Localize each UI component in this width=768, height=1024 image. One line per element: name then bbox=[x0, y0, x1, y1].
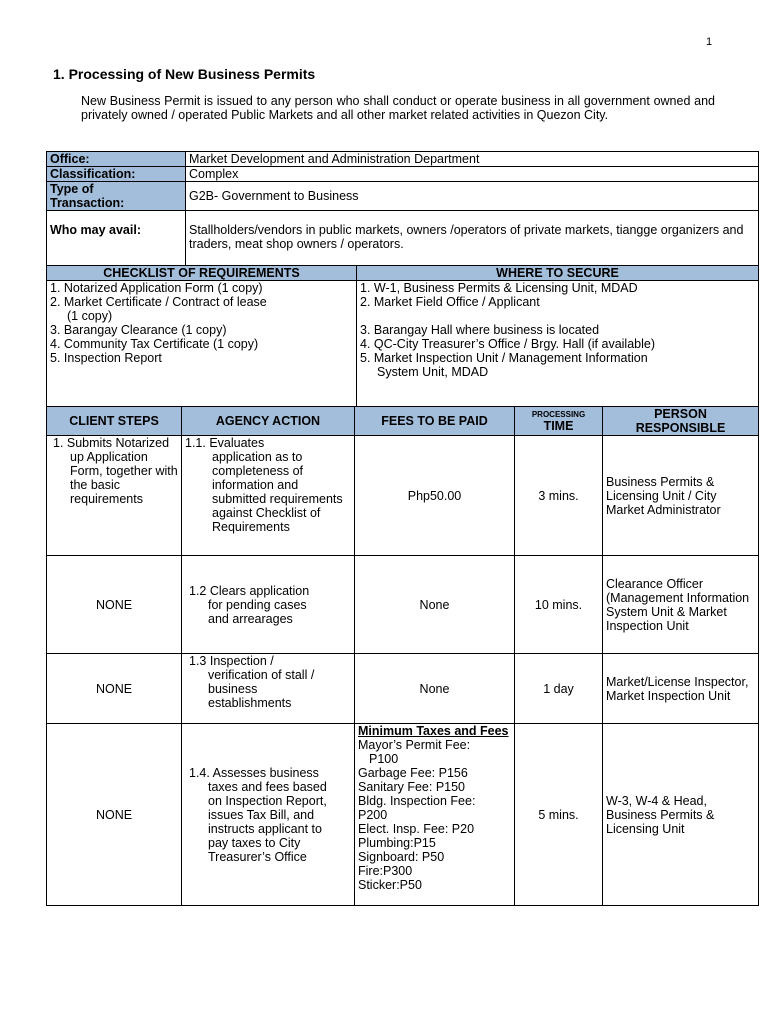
checklist-table bbox=[46, 265, 759, 408]
time-cell: 5 mins. bbox=[515, 724, 603, 906]
agency-action-text: application as to completeness of information and submitted requirements against Checklist of Requirements bbox=[212, 450, 343, 534]
source-spacer bbox=[360, 309, 755, 323]
section-title: 1. Processing of New Business Permits bbox=[53, 66, 316, 82]
office-value: Market Development and Administration Department bbox=[186, 152, 759, 167]
process-steps-table bbox=[46, 406, 759, 906]
fee-cell: None bbox=[355, 654, 515, 724]
time-cell: 1 day bbox=[515, 654, 603, 724]
fees-header: FEES TO BE PAID bbox=[355, 407, 515, 436]
requirement-item: 4. Community Tax Certificate (1 copy) bbox=[50, 337, 259, 351]
step-row bbox=[47, 654, 759, 724]
person-cell: Business Permits & Licensing Unit / City Market Administrator bbox=[603, 436, 759, 556]
office-info-table bbox=[46, 151, 759, 274]
steps-header-row bbox=[47, 407, 759, 436]
client-step-cell: NONE bbox=[47, 654, 182, 724]
fee-cell: Php50.00 bbox=[355, 436, 515, 556]
agency-action-text: for pending cases and arrearages bbox=[208, 597, 307, 626]
checklist-header: CHECKLIST OF REQUIREMENTS bbox=[47, 266, 357, 281]
checklist-header-row bbox=[47, 266, 759, 281]
step-row bbox=[47, 436, 759, 556]
page-number: 1 bbox=[706, 36, 713, 48]
requirement-item: 3. Barangay Clearance (1 copy) bbox=[50, 323, 227, 337]
agency-action-cell bbox=[182, 556, 355, 654]
agency-action-cell bbox=[182, 654, 355, 724]
checklist-body-row bbox=[47, 281, 759, 408]
minimum-fees-heading: Minimum Taxes and Fees bbox=[358, 724, 509, 738]
type-label-line-2: Transaction: bbox=[50, 196, 125, 210]
source-item: 5. Market Inspection Unit / Management Information bbox=[360, 351, 648, 365]
processing-time-header bbox=[515, 407, 603, 436]
type-value: G2B- Government to Business bbox=[186, 182, 759, 211]
classification-value: Complex bbox=[186, 167, 759, 182]
type-row bbox=[47, 182, 759, 211]
client-step-cell: NONE bbox=[47, 724, 182, 906]
requirement-item: 2. Market Certificate / Contract of lease bbox=[50, 295, 267, 309]
step-row bbox=[47, 556, 759, 654]
client-step-cell: NONE bbox=[47, 556, 182, 654]
person-cell: Clearance Officer (Management Information System Unit & Market Inspection Unit bbox=[603, 556, 759, 654]
agency-action-cell bbox=[182, 724, 355, 906]
source-item: 2. Market Field Office / Applicant bbox=[360, 295, 540, 309]
person-label: PERSON bbox=[654, 407, 707, 421]
person-responsible-header bbox=[603, 407, 759, 436]
fee-item: Signboard: P50 bbox=[358, 850, 445, 864]
step-row bbox=[47, 724, 759, 906]
fee-item: Plumbing:P15 bbox=[358, 836, 436, 850]
intro-paragraph: New Business Permit is issued to any person who shall conduct or operate business in all government owned and privately owned / operated Public Markets and all other market related activities in Quezon City. bbox=[81, 94, 715, 122]
agency-action-text: taxes and fees based on Inspection Report, issues Tax Bill, and instructs applicant to pay taxes to City Treasurer’s Office bbox=[208, 779, 327, 864]
requirement-item: (1 copy) bbox=[67, 309, 113, 323]
agency-action-lead: 1.3 Inspection / bbox=[189, 654, 274, 668]
client-step-cell bbox=[47, 436, 182, 556]
agency-action-lead: 1.1. Evaluates bbox=[185, 436, 265, 450]
processing-label: PROCESSING bbox=[531, 409, 586, 419]
fee-item: P100 bbox=[369, 752, 399, 766]
type-label bbox=[47, 182, 186, 211]
agency-action-text: verification of stall / business establishments bbox=[208, 668, 315, 710]
person-cell: Market/License Inspector, Market Inspection Unit bbox=[603, 654, 759, 724]
agency-action-lead: 1.2 Clears application bbox=[189, 583, 310, 598]
source-item: 4. QC-City Treasurer’s Office / Brgy. Hall (if available) bbox=[360, 337, 655, 351]
requirement-item: 5. Inspection Report bbox=[50, 351, 162, 365]
fees-list-cell bbox=[355, 724, 515, 906]
responsible-label: RESPONSIBLE bbox=[635, 421, 726, 435]
classification-label: Classification: bbox=[47, 167, 186, 182]
sources-list bbox=[357, 281, 759, 408]
type-label-line-1: Type of bbox=[50, 182, 94, 196]
client-step-text: 1. Submits Notarized up Application Form, together with the basic requirements bbox=[53, 436, 178, 506]
classification-row bbox=[47, 167, 759, 182]
requirement-item: 1. Notarized Application Form (1 copy) bbox=[50, 281, 263, 295]
where-to-secure-header: WHERE TO SECURE bbox=[357, 266, 759, 281]
fee-item: Sticker:P50 bbox=[358, 878, 422, 892]
who-label: Who may avail: bbox=[47, 211, 186, 274]
fee-cell: None bbox=[355, 556, 515, 654]
fee-item: Elect. Insp. Fee: P20 bbox=[358, 822, 475, 836]
fee-item: Bldg. Inspection Fee: bbox=[358, 794, 476, 808]
requirements-list bbox=[47, 281, 357, 408]
time-label: TIME bbox=[543, 418, 574, 433]
agency-action-lead: 1.4. Assesses business bbox=[189, 765, 319, 780]
agency-action-header: AGENCY ACTION bbox=[182, 407, 355, 436]
time-cell: 10 mins. bbox=[515, 556, 603, 654]
office-label: Office: bbox=[47, 152, 186, 167]
fee-item: Sanitary Fee: P150 bbox=[358, 780, 466, 794]
fee-item: Mayor’s Permit Fee: bbox=[358, 738, 471, 752]
source-item: System Unit, MDAD bbox=[377, 365, 489, 379]
source-item: 3. Barangay Hall where business is located bbox=[360, 323, 600, 337]
who-value: Stallholders/vendors in public markets, owners /operators of private markets, tiangge organizers and traders, meat shop owners / operators. bbox=[186, 211, 759, 274]
source-item: 1. W-1, Business Permits & Licensing Unit, MDAD bbox=[360, 281, 638, 295]
agency-action-cell bbox=[182, 436, 355, 556]
time-cell: 3 mins. bbox=[515, 436, 603, 556]
person-cell: W-3, W-4 & Head, Business Permits & Licensing Unit bbox=[603, 724, 759, 906]
fee-item: Fire:P300 bbox=[358, 864, 413, 878]
client-steps-header: CLIENT STEPS bbox=[47, 407, 182, 436]
fee-item: P200 bbox=[358, 808, 388, 822]
office-row bbox=[47, 152, 759, 167]
fee-item: Garbage Fee: P156 bbox=[358, 766, 468, 780]
